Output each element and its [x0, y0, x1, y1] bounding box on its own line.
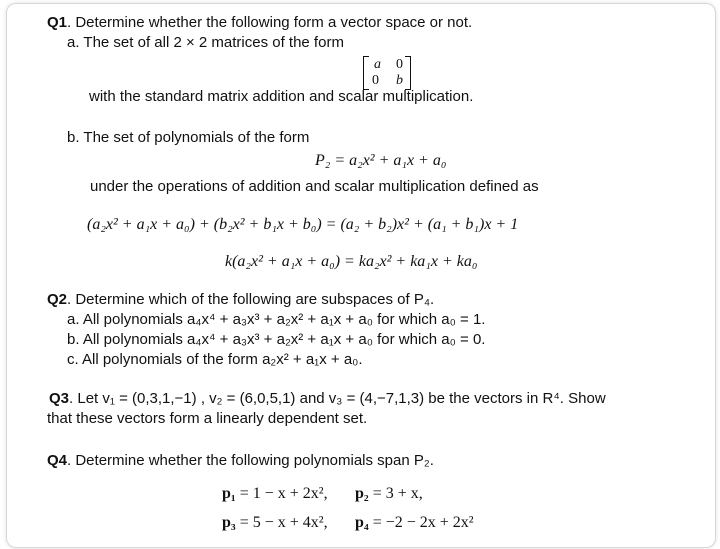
- q1-b-form: P₂ = a₂x² + a₁x + a₀: [315, 152, 447, 169]
- p3-name: p₃: [222, 514, 236, 531]
- q1-label: Q1: [47, 14, 68, 31]
- document-page: [6, 3, 716, 548]
- q1-heading: [47, 14, 472, 32]
- q4-polynomial-p1: [222, 485, 328, 503]
- q1-b-text: b. The set of polynomials of the form: [67, 129, 310, 146]
- q2-item-c: c. All polynomials of the form a₂x² + a₁x + a₀.: [67, 351, 363, 368]
- p1-name: p₁: [222, 485, 236, 502]
- q2-item-b: b. All polynomials a₄x⁴ + a₃x³ + a₂x² + a₁x + a₀ for which a₀ = 0.: [67, 331, 486, 348]
- matrix-left-bracket: [363, 56, 369, 90]
- q1-a-text: a. The set of all 2 × 2 matrices of the form: [67, 34, 344, 51]
- q3-line-1: [49, 390, 606, 408]
- q3-line-2: that these vectors form a linearly dependent set.: [47, 410, 368, 427]
- p1-expr: = 1 − x + 2x²,: [235, 485, 328, 502]
- matrix-cell-r1c2: 0: [396, 57, 403, 72]
- p2-name: p₂: [355, 485, 369, 502]
- q4-polynomial-p2: [355, 485, 423, 503]
- q4-polynomial-p3: [222, 514, 328, 532]
- q3-prompt-line-1: . Let v₁ = (0,3,1,−1) , v₂ = (6,0,5,1) and v₃ = (4,−7,1,3) be the vectors in R⁴. Show: [69, 390, 606, 407]
- q1-prompt: . Determine whether the following form a vector space or not.: [67, 14, 473, 31]
- p4-expr: = −2 − 2x + 2x²: [368, 514, 474, 531]
- p2-expr: = 3 + x,: [368, 485, 423, 502]
- q1-a-tail: with the standard matrix addition and scalar multiplication.: [89, 88, 474, 105]
- q3-label: Q3: [49, 390, 70, 407]
- q2-item-a: a. All polynomials a₄x⁴ + a₃x³ + a₂x² + a₁x + a₀ for which a₀ = 1.: [67, 311, 486, 328]
- q1-scalar-rule: k(a₂x² + a₁x + a₀) = ka₂x² + ka₁x + ka₀: [225, 253, 478, 270]
- q2-prompt: . Determine which of the following are subspaces of P₄.: [67, 291, 435, 308]
- matrix-cell-r2c2: b: [396, 73, 403, 88]
- p3-expr: = 5 − x + 4x²,: [235, 514, 328, 531]
- q1-matrix: [363, 56, 411, 90]
- q2-label: Q2: [47, 291, 68, 308]
- q4-label: Q4: [47, 452, 68, 469]
- matrix-cell-r2c1: 0: [372, 73, 379, 88]
- q1-b-ops: under the operations of addition and scalar multiplication defined as: [90, 178, 539, 195]
- p4-name: p₄: [355, 514, 369, 531]
- q4-polynomial-p4: [355, 514, 474, 532]
- q1-addition-rule: (a₂x² + a₁x + a₀) + (b₂x² + b₁x + b₀) = (a₂ + b₂)x² + (a₁ + b₁)x + 1: [87, 216, 519, 233]
- q4-heading: [47, 452, 434, 470]
- matrix-right-bracket: [405, 56, 411, 90]
- matrix-cell-r1c1: a: [374, 57, 381, 72]
- q4-prompt: . Determine whether the following polynomials span P₂.: [67, 452, 434, 469]
- q2-heading: [47, 291, 434, 309]
